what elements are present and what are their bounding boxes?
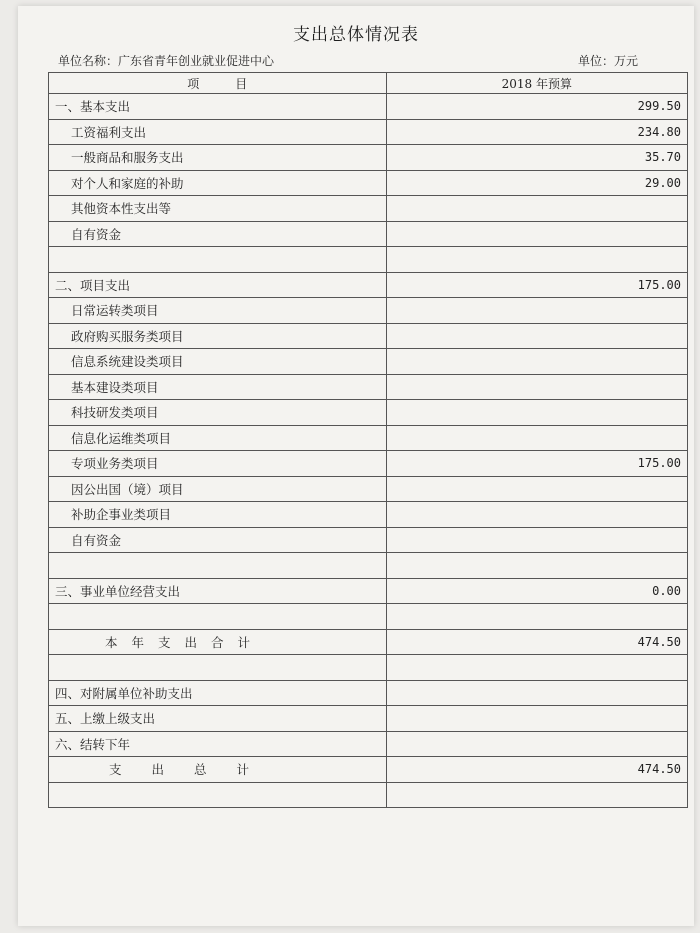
table-row <box>49 502 688 528</box>
row-label <box>49 782 387 808</box>
row-value: 234.80 <box>386 119 687 145</box>
row-value <box>386 374 687 400</box>
table-row <box>49 145 688 171</box>
row-value <box>386 349 687 375</box>
row-value <box>386 706 687 732</box>
row-value: 299.50 <box>386 94 687 120</box>
table-row <box>49 706 688 732</box>
row-value: 175.00 <box>386 451 687 477</box>
row-label: 信息系统建设类项目 <box>49 349 387 375</box>
row-label: 日常运转类项目 <box>49 298 387 324</box>
row-label: 政府购买服务类项目 <box>49 323 387 349</box>
row-label <box>49 655 387 681</box>
table-row <box>49 425 688 451</box>
row-label: 基本建设类项目 <box>49 374 387 400</box>
table-row <box>49 527 688 553</box>
row-value: 474.50 <box>386 757 687 783</box>
row-value <box>386 476 687 502</box>
document-sheet <box>18 6 694 926</box>
row-label: 科技研发类项目 <box>49 400 387 426</box>
row-label: 对个人和家庭的补助 <box>49 170 387 196</box>
table-row <box>49 782 688 808</box>
row-label: 一、基本支出 <box>49 94 387 120</box>
row-value: 474.50 <box>386 629 687 655</box>
row-label: 因公出国（境）项目 <box>49 476 387 502</box>
page-title: 支出总体情况表 <box>293 25 419 45</box>
table-row <box>49 247 688 273</box>
row-label: 自有资金 <box>49 527 387 553</box>
row-value: 35.70 <box>386 145 687 171</box>
row-label <box>49 604 387 630</box>
table-row <box>49 94 688 120</box>
row-value <box>386 196 687 222</box>
row-value: 175.00 <box>386 272 687 298</box>
table-row <box>49 349 688 375</box>
table-row <box>49 629 688 655</box>
row-value <box>386 655 687 681</box>
header-budget: 2018 年预算 <box>386 73 687 94</box>
table-row <box>49 400 688 426</box>
table-row <box>49 323 688 349</box>
table-row <box>49 604 688 630</box>
row-label: 支出总计 <box>49 757 387 783</box>
table-row <box>49 476 688 502</box>
expenditure-table <box>48 72 688 808</box>
row-value <box>386 731 687 757</box>
row-value <box>386 425 687 451</box>
row-label: 补助企事业类项目 <box>49 502 387 528</box>
row-value <box>386 680 687 706</box>
row-label: 二、项目支出 <box>49 272 387 298</box>
row-value <box>386 247 687 273</box>
row-value <box>386 221 687 247</box>
row-label: 信息化运维类项目 <box>49 425 387 451</box>
row-value <box>386 323 687 349</box>
table-row <box>49 374 688 400</box>
table-row <box>49 578 688 604</box>
table-row <box>49 170 688 196</box>
table-row <box>49 757 688 783</box>
row-label: 四、对附属单位补助支出 <box>49 680 387 706</box>
table-row <box>49 196 688 222</box>
row-label: 其他资本性支出等 <box>49 196 387 222</box>
row-label <box>49 247 387 273</box>
row-label <box>49 553 387 579</box>
header-item: 项 目 <box>49 73 387 94</box>
row-value <box>386 502 687 528</box>
row-value: 0.00 <box>386 578 687 604</box>
row-value <box>386 553 687 579</box>
row-value <box>386 527 687 553</box>
row-label: 自有资金 <box>49 221 387 247</box>
row-label: 一般商品和服务支出 <box>49 145 387 171</box>
table-row <box>49 451 688 477</box>
table-row <box>49 731 688 757</box>
table-header-row <box>49 73 688 94</box>
row-label: 五、上缴上级支出 <box>49 706 387 732</box>
table-row <box>49 119 688 145</box>
unit-name: 单位名称：广东省青年创业就业促进中心 <box>58 54 275 68</box>
row-value <box>386 782 687 808</box>
row-value: 29.00 <box>386 170 687 196</box>
table-row <box>49 221 688 247</box>
row-label: 本年支出合计 <box>49 629 387 655</box>
row-label: 三、事业单位经营支出 <box>49 578 387 604</box>
row-value <box>386 400 687 426</box>
table-row <box>49 680 688 706</box>
table-row <box>49 298 688 324</box>
unit-label: 单位：万元 <box>577 54 638 68</box>
row-label: 六、结转下年 <box>49 731 387 757</box>
row-label: 工资福利支出 <box>49 119 387 145</box>
table-row <box>49 272 688 298</box>
table-row <box>49 655 688 681</box>
row-value <box>386 298 687 324</box>
table-row <box>49 553 688 579</box>
row-label: 专项业务类项目 <box>49 451 387 477</box>
row-value <box>386 604 687 630</box>
